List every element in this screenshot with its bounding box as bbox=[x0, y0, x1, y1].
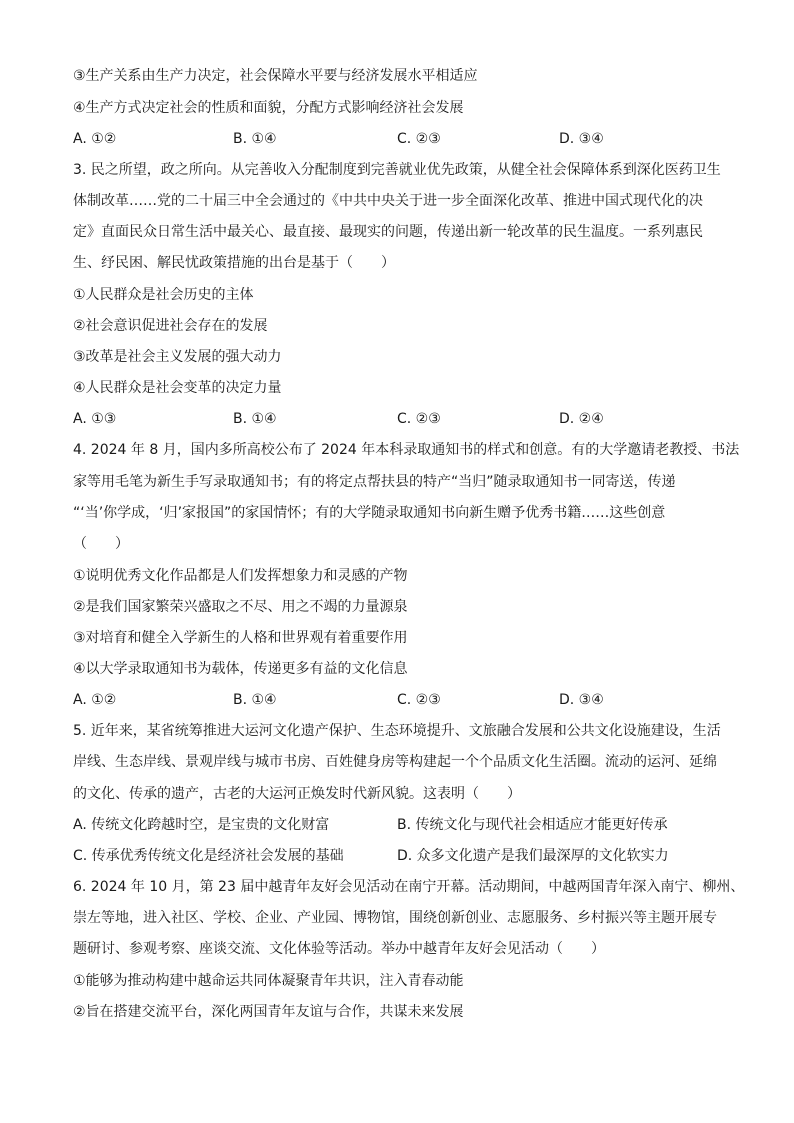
answer-option: A. ①③ bbox=[73, 411, 117, 427]
text-line: 定》直面民众日常生活中最关心、最直接、最现实的问题，传递出新一轮改革的民生温度。一系列惠民 bbox=[73, 224, 703, 240]
text-line: 的文化、传承的遗产，古老的大运河正焕发时代新风貌。这表明（ ） bbox=[73, 786, 521, 802]
text-line: ①说明优秀文化作品都是人们发挥想象力和灵感的产物 bbox=[73, 568, 408, 584]
answer-options bbox=[73, 129, 733, 149]
text-line: ③改革是社会主义发展的强大动力 bbox=[73, 349, 282, 365]
answer-options bbox=[73, 815, 733, 835]
text-line: ②是我们国家繁荣兴盛取之不尽、用之不竭的力量源泉 bbox=[73, 599, 408, 615]
answer-option: D. ②④ bbox=[559, 411, 604, 427]
answer-options bbox=[73, 690, 733, 710]
answer-option: C. 传承优秀传统文化是经济社会发展的基础 bbox=[73, 848, 344, 864]
answer-option: C. ②③ bbox=[397, 131, 441, 147]
text-line: 岸线、生态岸线、景观岸线与城市书房、百姓健身房等构建起一个个品质文化生活圈。流动的运河、延绵 bbox=[73, 754, 717, 770]
answer-option: B. ①④ bbox=[233, 692, 277, 708]
answer-option: D. ③④ bbox=[559, 131, 604, 147]
answer-options bbox=[73, 409, 733, 429]
answer-option: B. ①④ bbox=[233, 411, 277, 427]
text-line: 3. 民之所望，政之所向。从完善收入分配制度到完善就业优先政策，从健全社会保障体系到深化医药卫生 bbox=[73, 162, 721, 178]
text-line: （ ） bbox=[73, 536, 129, 552]
answer-option: D. 众多文化遗产是我们最深厚的文化软实力 bbox=[397, 848, 669, 864]
text-line: 家等用毛笔为新生手写录取通知书；有的将定点帮扶县的特产“当归”随录取通知书一同寄送，传递 bbox=[73, 474, 676, 490]
text-line: 5. 近年来，某省统筹推进大运河文化遗产保护、生态环境提升、文旅融合发展和公共文化设施建设，生活 bbox=[73, 723, 721, 739]
answer-option: A. ①② bbox=[73, 131, 117, 147]
text-line: ④生产方式决定社会的性质和面貌，分配方式影响经济社会发展 bbox=[73, 100, 464, 116]
text-line: 题研讨、参观考察、座谈交流、文化体验等活动。举办中越青年友好会见活动（ ） bbox=[73, 941, 605, 957]
text-line: 生、纾民困、解民忧政策措施的出台是基于（ ） bbox=[73, 255, 395, 271]
text-line: ②社会意识促进社会存在的发展 bbox=[73, 318, 268, 334]
text-line: ②旨在搭建交流平台，深化两国青年友谊与合作，共谋未来发展 bbox=[73, 1004, 464, 1020]
text-line: ④以大学录取通知书为载体，传递更多有益的文化信息 bbox=[73, 661, 408, 677]
text-line: ③生产关系由生产力决定，社会保障水平要与经济发展水平相适应 bbox=[73, 68, 478, 84]
text-line: ①人民群众是社会历史的主体 bbox=[73, 287, 254, 303]
text-line: 4. 2024 年 8 月，国内多所高校公布了 2024 年本科录取通知书的样式和创意。有的大学邀请老教授、书法 bbox=[73, 442, 740, 458]
text-line: ①能够为推动构建中越命运共同体凝聚青年共识，注入青春动能 bbox=[73, 973, 464, 989]
text-line: 崇左等地，进入社区、学校、企业、产业园、博物馆，围绕创新创业、志愿服务、乡村振兴等主题开展专 bbox=[73, 910, 717, 926]
text-line: 6. 2024 年 10 月，第 23 届中越青年友好会见活动在南宁开幕。活动期间，中越两国青年深入南宁、柳州、 bbox=[73, 879, 745, 895]
answer-option: C. ②③ bbox=[397, 692, 441, 708]
answer-option: A. ①② bbox=[73, 692, 117, 708]
answer-option: B. ①④ bbox=[233, 131, 277, 147]
answer-option: B. 传统文化与现代社会相适应才能更好传承 bbox=[397, 817, 668, 833]
answer-option: C. ②③ bbox=[397, 411, 441, 427]
text-line: ④人民群众是社会变革的决定力量 bbox=[73, 380, 282, 396]
answer-option: D. ③④ bbox=[559, 692, 604, 708]
answer-option: A. 传统文化跨越时空，是宝贵的文化财富 bbox=[73, 817, 330, 833]
text-line: “‘当’你学成，‘归’家报国”的家国情怀；有的大学随录取通知书向新生赠予优秀书籍……这些创意 bbox=[73, 505, 666, 521]
answer-options bbox=[73, 846, 733, 866]
text-line: 体制改革……党的二十届三中全会通过的《中共中央关于进一步全面深化改革、推进中国式现代化的决 bbox=[73, 193, 703, 209]
text-line: ③对培育和健全入学新生的人格和世界观有着重要作用 bbox=[73, 630, 408, 646]
